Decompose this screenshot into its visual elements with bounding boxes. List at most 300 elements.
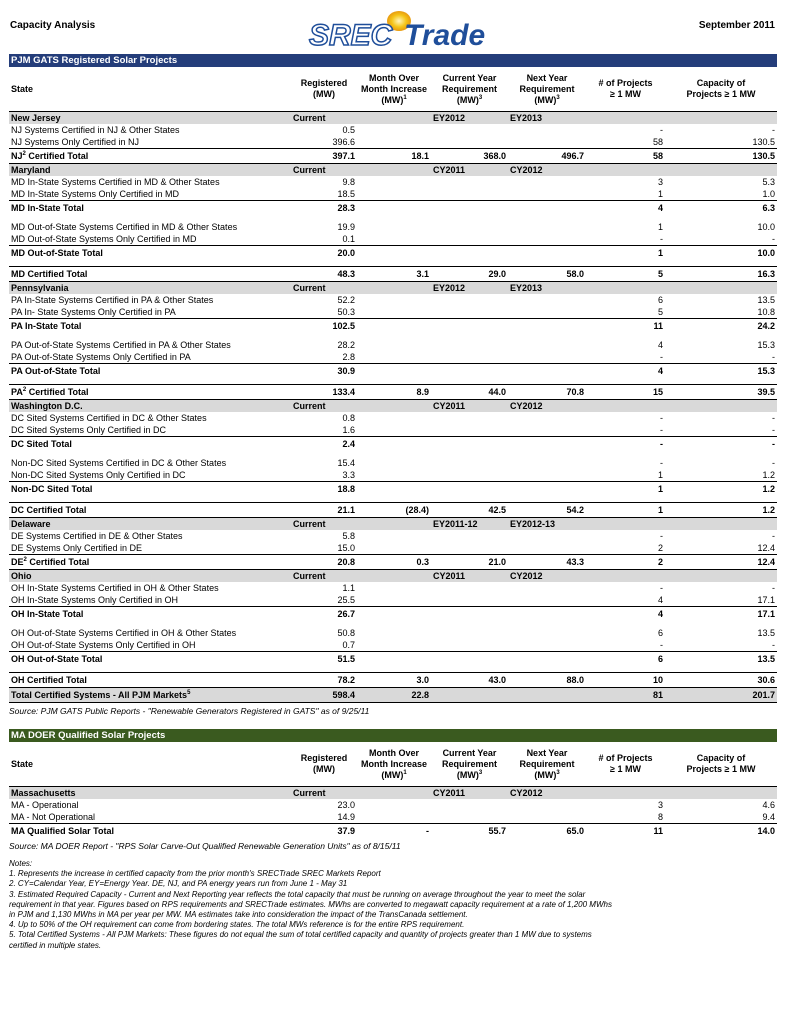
cell-capacity: - [772,234,775,244]
state-name: Maryland [9,164,291,177]
row-label-text: OH Out-of-State Systems Only Certified in OH [11,640,196,650]
row-label [9,673,291,688]
total-row [9,385,777,400]
cell-current-year [431,530,508,542]
row-label [9,339,291,351]
row-label-text: MD Certified Total [11,269,88,279]
table-row [9,294,777,306]
row-label-text: DE Systems Only Certified in DE [11,543,143,553]
cell-projects: 2 [657,543,663,553]
col-capacity: Capacity of Projects ≥ 1 MW [665,67,777,112]
state-name: Delaware [9,518,291,531]
cell-registered: 25.5 [337,595,355,605]
cell-mom-increase [357,582,431,594]
table-row [9,639,777,652]
cell-next-year [508,811,586,824]
cell-current-year [431,542,508,555]
cell-current-year [431,412,508,424]
cell-projects: - [660,640,663,650]
cell-next-year [508,639,586,652]
row-label [9,233,291,246]
cell-registered: 1.6 [342,425,355,435]
cell-mom-increase [357,457,431,469]
cell-registered: 78.2 [291,673,357,688]
cell-registered: 30.9 [291,364,357,379]
cell-registered: 37.9 [291,824,357,839]
current-year-label: CY2011 [431,570,508,583]
row-label-text: DE Systems Certified in DE & Other States [11,531,183,541]
cell-mom-increase [357,530,431,542]
cell-mom-increase [357,482,431,497]
pjm-table [9,67,777,703]
row-label [9,385,291,400]
cell-capacity: - [772,413,775,423]
table-row [9,351,777,364]
cell-projects: 4 [586,364,665,379]
row-label [9,188,291,201]
col-next-year: Next Year Requirement (MW)$^3$ [508,742,586,787]
cell-projects: - [660,234,663,244]
cell-registered: 18.8 [291,482,357,497]
row-label-text: Non-DC Sited Systems Certified in DC & Other States [11,458,227,468]
cell-current-year [431,136,508,149]
current-label: Current [291,164,357,177]
cell-registered: 598.4 [291,688,357,703]
row-label [9,652,291,667]
note-line: 4. Up to 50% of the OH requirement can come from bordering states. The total MWs reference is for the entire RPS requirement. [9,920,465,930]
state-header-row [9,787,777,800]
cell-projects: - [660,583,663,593]
cell-capacity: - [772,352,775,362]
footnote-marker: 2 [22,387,27,393]
total-row [9,607,777,622]
cell-projects: 5 [657,307,663,317]
cell-registered: 2.8 [342,352,355,362]
cell-capacity: 9.4 [762,812,775,822]
row-label [9,530,291,542]
cell-registered: 15.4 [337,458,355,468]
row-label [9,457,291,469]
cell-projects: 10 [586,673,665,688]
cell-capacity: 14.0 [665,824,777,839]
cell-capacity: 130.5 [752,137,775,147]
table-row [9,424,777,437]
cell-next-year [508,246,586,261]
cell-projects: 81 [586,688,665,703]
row-label-text: OH Out-of-State Systems Certified in OH & Other States [11,628,237,638]
cell-capacity: 6.3 [665,201,777,216]
cell-mom-increase [357,607,431,622]
row-label [9,482,291,497]
row-label [9,594,291,607]
table-row [9,582,777,594]
pjm-source: Source: PJM GATS Public Reports - "Renewable Generators Registered in GATS" as of 9/25/11 [9,706,370,716]
row-label-text: PA Out-of-State Systems Only Certified in PA [11,352,191,362]
row-label-text: NJ [11,151,23,161]
row-label [9,267,291,282]
cell-next-year [508,457,586,469]
row-label [9,824,291,839]
cell-projects: - [660,125,663,135]
current-label: Current [291,570,357,583]
cell-next-year [508,652,586,667]
row-label-text: OH In-State Systems Certified in OH & Other States [11,583,219,593]
current-year-label: CY2011 [431,787,508,800]
cell-projects: 5 [586,267,665,282]
cell-projects: 1 [586,503,665,518]
col-current-year: Current Year Requirement (MW)$^3$ [431,742,508,787]
cell-current-year: 21.0 [431,555,508,570]
current-year-label: CY2011 [431,400,508,413]
col-mom: Month Over Month Increase (MW)$^1$ [357,742,431,787]
cell-next-year [508,306,586,319]
cell-mom-increase [357,627,431,639]
footnote-marker: 2 [22,151,26,157]
row-label-text: PA Out-of-State Total [11,366,101,376]
total-row [9,482,777,497]
logo-text-trade: Trade [404,19,486,52]
cell-next-year [508,294,586,306]
report-date: September 2011 [698,20,775,31]
col-state: State [9,67,291,112]
col-registered: Registered (MW) [291,742,357,787]
row-label [9,221,291,233]
state-header-row [9,400,777,413]
state-header-row [9,282,777,295]
cell-registered: 14.9 [337,812,355,822]
row-label-text: MD In-State Total [11,203,84,213]
col-projects: # of Projects ≥ 1 MW [586,742,665,787]
cell-mom-increase [357,136,431,149]
cell-next-year: 54.2 [508,503,586,518]
cell-current-year [431,124,508,136]
cell-registered: 9.8 [342,177,355,187]
cell-next-year [508,188,586,201]
row-label-suffix: Certified Total [26,387,89,397]
row-label-text: MD Out-of-State Systems Certified in MD & Other States [11,222,238,232]
cell-capacity: - [772,531,775,541]
table-row [9,530,777,542]
cell-capacity: 1.2 [762,470,775,480]
ma-column-headers [9,742,777,787]
cell-registered: 3.3 [342,470,355,480]
cell-current-year: 368.0 [431,149,508,164]
note-line: in PJM and 1,130 MWhs in MA per year per MW. MA estimates take into consideration the impact of the TransCanada settlement. [9,910,468,920]
cell-projects: - [660,413,663,423]
cell-registered: 20.8 [291,555,357,570]
table-row [9,412,777,424]
table-row [9,233,777,246]
report-header [9,0,777,54]
row-label [9,124,291,136]
row-label [9,811,291,824]
cell-mom-increase [357,246,431,261]
next-year-label: EY2012-13 [508,518,586,531]
cell-current-year [431,582,508,594]
cell-capacity: 13.5 [757,295,775,305]
cell-projects: - [586,437,665,452]
cell-projects: 11 [586,319,665,334]
row-label [9,364,291,379]
cell-capacity: 201.7 [665,688,777,703]
cell-mom-increase [357,188,431,201]
cell-next-year [508,221,586,233]
cell-capacity: - [772,125,775,135]
next-year-label: EY2013 [508,112,586,125]
note-line: certified in multiple states. [9,940,102,950]
col-registered: Registered (MW) [291,67,357,112]
cell-projects: - [660,425,663,435]
row-label-text: PA In-State Systems Certified in PA & Other States [11,295,214,305]
cell-next-year [508,582,586,594]
table-row [9,176,777,188]
cell-projects: - [660,458,663,468]
cell-mom-increase [357,124,431,136]
row-label-text: PA Out-of-State Systems Certified in PA & Other States [11,340,231,350]
row-label [9,582,291,594]
row-label [9,136,291,149]
cell-current-year: 29.0 [431,267,508,282]
total-row [9,555,777,570]
cell-capacity: - [772,640,775,650]
cell-mom-increase: 8.9 [357,385,431,400]
cell-mom-increase [357,176,431,188]
cell-next-year: 88.0 [508,673,586,688]
cell-capacity: 13.5 [665,652,777,667]
cell-capacity: 130.5 [665,149,777,164]
cell-registered: 48.3 [291,267,357,282]
total-row [9,437,777,452]
next-year-label: CY2012 [508,400,586,413]
cell-mom-increase [357,652,431,667]
cell-registered: 1.1 [342,583,355,593]
table-row [9,469,777,482]
cell-capacity: 1.2 [665,503,777,518]
cell-registered: 18.5 [337,189,355,199]
table-row [9,627,777,639]
cell-mom-increase: 22.8 [357,688,431,703]
srectrade-logo [299,8,499,52]
row-label-text: NJ Systems Only Certified in NJ [11,137,140,147]
cell-registered: 2.4 [291,437,357,452]
cell-capacity: 15.3 [665,364,777,379]
row-label [9,555,291,570]
cell-next-year [508,627,586,639]
cell-next-year [508,594,586,607]
row-label-text: DC Certified Total [11,505,87,515]
footnote-marker: 5 [187,690,191,696]
cell-projects: 4 [586,607,665,622]
current-label: Current [291,787,357,800]
cell-next-year [508,542,586,555]
cell-projects: 6 [657,295,663,305]
cell-mom-increase [357,306,431,319]
next-year-label: CY2012 [508,570,586,583]
row-label-text: MD In-State Systems Only Certified in MD [11,189,180,199]
cell-mom-increase [357,351,431,364]
cell-registered: 19.9 [337,222,355,232]
cell-current-year [431,424,508,437]
row-label-text: MA - Not Operational [11,812,96,822]
cell-current-year: 43.0 [431,673,508,688]
cell-mom-increase [357,639,431,652]
cell-current-year [431,306,508,319]
cell-mom-increase [357,437,431,452]
ma-table [9,742,777,838]
cell-registered: 52.2 [337,295,355,305]
cell-current-year [431,188,508,201]
note-line: 3. Estimated Required Capacity - Current and Next Reporting year reflects the total capacity that must be running on average throughout the year to meet the solar [9,889,586,899]
row-label [9,688,291,703]
row-label-text: MD Out-of-State Systems Only Certified in MD [11,234,197,244]
cell-registered: 133.4 [291,385,357,400]
total-row [9,319,777,334]
cell-capacity: 13.5 [757,628,775,638]
cell-projects: 4 [586,201,665,216]
cell-projects: 58 [586,149,665,164]
table-row [9,339,777,351]
cell-projects: 1 [586,482,665,497]
cell-next-year [508,176,586,188]
row-label-text: MD Out-of-State Total [11,248,103,258]
cell-next-year [508,530,586,542]
row-label-text: OH In-State Total [11,609,84,619]
row-label [9,437,291,452]
state-header-row [9,570,777,583]
cell-registered: 51.5 [291,652,357,667]
notes [9,859,777,951]
row-label-text: NJ Systems Certified in NJ & Other States [11,125,180,135]
cell-mom-increase [357,339,431,351]
next-year-label: CY2012 [508,164,586,177]
cell-mom-increase: 18.1 [357,149,431,164]
cell-capacity: 10.0 [757,222,775,232]
cell-current-year: 55.7 [431,824,508,839]
state-name: Massachusetts [9,787,291,800]
cell-current-year [431,469,508,482]
table-row [9,188,777,201]
cell-next-year [508,351,586,364]
row-label [9,542,291,555]
current-label: Current [291,400,357,413]
row-label [9,424,291,437]
cell-next-year [508,437,586,452]
cell-current-year [431,594,508,607]
cell-mom-increase: 3.1 [357,267,431,282]
cell-current-year [431,233,508,246]
cell-next-year [508,424,586,437]
cell-mom-increase: 0.3 [357,555,431,570]
cell-capacity: 10.8 [757,307,775,317]
state-header-row [9,112,777,125]
row-label-text: MA Qualified Solar Total [11,826,115,836]
total-row [9,652,777,667]
ma-source: Source: MA DOER Report - "RPS Solar Carve-Out Qualified Renewable Generation Units" as of 8/15/11 [9,841,401,851]
notes-title: Notes: [9,859,33,868]
cell-projects: 1 [657,470,663,480]
table-row [9,306,777,319]
note-line: 1. Represents the increase in certified capacity from the prior month's SRECTrade SREC Markets Report [9,869,381,879]
total-row [9,267,777,282]
table-row [9,811,777,824]
row-label [9,639,291,652]
cell-registered: 0.8 [342,413,355,423]
cell-capacity: - [772,583,775,593]
cell-current-year: 44.0 [431,385,508,400]
note-line: 5. Total Certified Systems - All PJM Markets: These figures do not equal the sum of total certified capacity and quantity of projects greater than 1 MW due to systems [9,930,592,940]
row-label-text: OH Out-of-State Total [11,654,103,664]
cell-current-year [431,457,508,469]
current-label: Current [291,282,357,295]
cell-next-year [508,799,586,811]
cell-mom-increase [357,469,431,482]
table-row [9,799,777,811]
page [9,0,777,951]
cell-next-year [508,233,586,246]
cell-current-year [431,688,508,703]
row-label-text: DE [11,557,24,567]
cell-capacity: - [772,458,775,468]
cell-projects: 58 [652,137,663,147]
col-current-year: Current Year Requirement (MW)$^3$ [431,67,508,112]
cell-capacity: - [772,425,775,435]
cell-capacity: 24.2 [665,319,777,334]
cell-next-year [508,319,586,334]
cell-registered: 396.6 [332,137,355,147]
cell-next-year [508,469,586,482]
cell-next-year: 65.0 [508,824,586,839]
row-label-suffix: Certified Total [26,557,90,567]
current-year-label: EY2011-12 [431,518,508,531]
cell-capacity: 1.0 [762,189,775,199]
state-name: Washington D.C. [9,400,291,413]
current-year-label: EY2012 [431,282,508,295]
row-label [9,319,291,334]
current-year-label: EY2012 [431,112,508,125]
row-label-text: Total Certified Systems - All PJM Markets [11,690,188,700]
row-label-text: DC Sited Total [11,439,72,449]
cell-projects: 6 [657,628,663,638]
cell-current-year [431,201,508,216]
cell-capacity: 39.5 [665,385,777,400]
cell-current-year [431,294,508,306]
total-row [9,673,777,688]
cell-projects: 1 [657,189,663,199]
cell-capacity: 5.3 [762,177,775,187]
current-label: Current [291,518,357,531]
table-row [9,542,777,555]
cell-mom-increase [357,424,431,437]
col-mom: Month Over Month Increase (MW)$^1$ [357,67,431,112]
cell-mom-increase [357,799,431,811]
cell-capacity: 17.1 [665,607,777,622]
cell-projects: 15 [586,385,665,400]
row-label [9,799,291,811]
row-label-text: DC Sited Systems Certified in DC & Other States [11,413,207,423]
row-label-text: Non-DC Sited Total [11,484,93,494]
cell-projects: 4 [657,595,663,605]
next-year-label: EY2013 [508,282,586,295]
state-header-row [9,164,777,177]
cell-capacity: 17.1 [757,595,775,605]
pjm-column-headers [9,67,777,112]
cell-registered: 0.7 [342,640,355,650]
cell-next-year [508,339,586,351]
table-row [9,594,777,607]
total-row [9,201,777,216]
cell-projects: 2 [586,555,665,570]
cell-capacity: 1.2 [665,482,777,497]
